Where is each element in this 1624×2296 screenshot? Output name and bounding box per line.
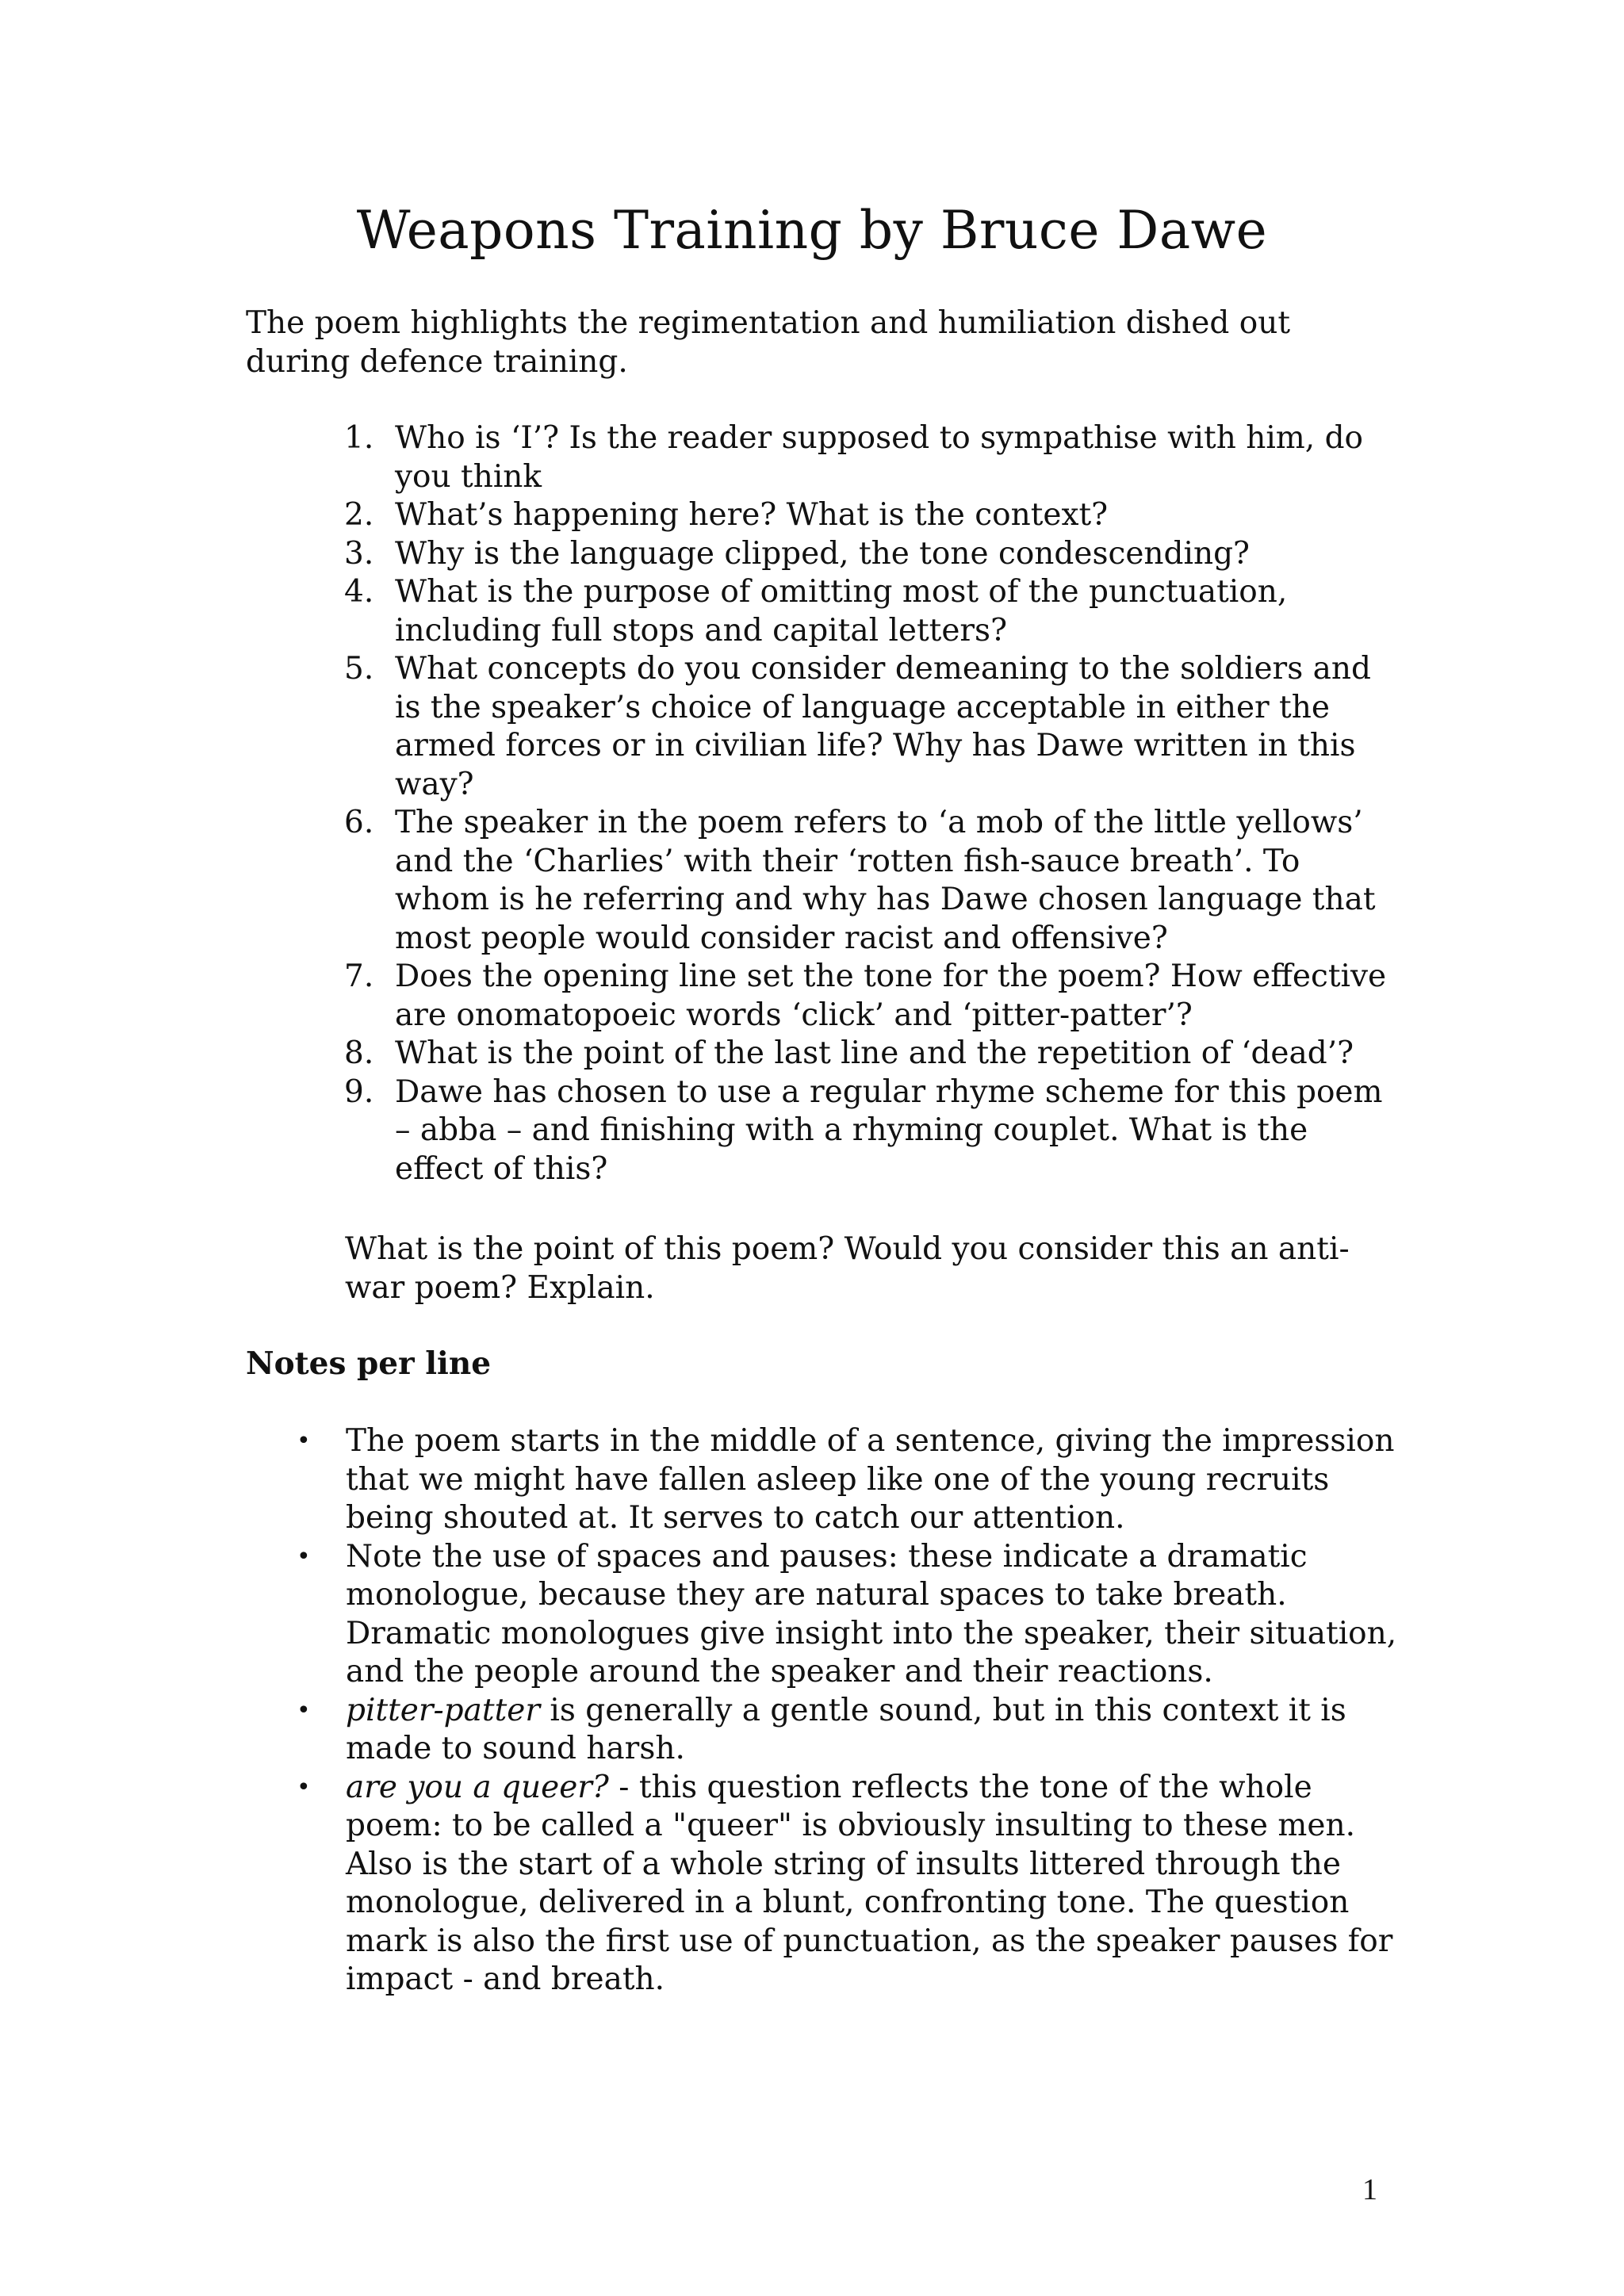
question-number: 8. <box>344 1035 374 1071</box>
question-text: Does the opening line set the tone for the poem? How effective are onomatopoeic words ‘click’ and ‘pitter-patter’? <box>395 959 1387 1033</box>
question-text: What’s happening here? What is the context? <box>395 497 1109 533</box>
question-item <box>341 1073 1396 1189</box>
question-text: Who is ‘I’? Is the reader supposed to sympathise with him, do you think <box>395 420 1364 495</box>
conclusion-question: What is the point of this poem? Would you consider this an anti-war poem? Explain. <box>345 1231 1350 1306</box>
document-title: Weapons Training by Bruce Dawe <box>356 200 1268 261</box>
notes-list <box>290 1422 1400 1999</box>
bullet-icon: • <box>297 1773 311 1801</box>
note-text: - this question reflects the tone of the whole poem: to be called a "queer" is obviously insulting to these men. Also is the start of a whole string of insults littered through the monologue, delivered in a blunt, confronting tone. The question mark is also the first use of punctuation, as the speaker pauses for impact - and breath. <box>346 1769 1393 1997</box>
note-item <box>290 1422 1400 1538</box>
notes-heading: Notes per line <box>246 1345 492 1382</box>
question-text: What concepts do you consider demeaning to the soldiers and is the speaker’s choice of language acceptable in either the armed forces or in civilian life? Why has Dawe written in this way? <box>395 651 1371 802</box>
question-number: 4. <box>344 574 374 610</box>
note-italic: pitter-patter <box>346 1692 540 1728</box>
note-text: Note the use of spaces and pauses: these indicate a dramatic monologue, because they are natural spaces to take breath. Dramatic monologues give insight into the speaker, their situation, and the people around the speaker and their reactions. <box>346 1538 1397 1689</box>
question-number: 9. <box>344 1073 374 1110</box>
question-item <box>341 1035 1396 1073</box>
question-number: 6. <box>344 805 374 840</box>
question-number: 1. <box>344 420 374 456</box>
question-text: Dawe has chosen to use a regular rhyme scheme for this poem – abba – and finishing with a rhyming couplet. What is the effect of this? <box>395 1073 1383 1187</box>
question-number: 5. <box>344 651 374 687</box>
note-italic: are you a queer? <box>346 1769 609 1805</box>
intro-paragraph: The poem highlights the regimentation and humiliation dished out during defence training. <box>246 305 1291 380</box>
question-item <box>341 496 1396 535</box>
question-text: What is the purpose of omitting most of the punctuation, including full stops and capital letters? <box>395 574 1288 649</box>
note-item <box>290 1692 1400 1769</box>
question-item <box>341 804 1396 958</box>
question-number: 7. <box>344 959 374 994</box>
bullet-icon: • <box>297 1427 311 1455</box>
question-text: The speaker in the poem refers to ‘a mob of the little yellows’ and the ‘Charlies’ with their ‘rotten fish-sauce breath’. To whom is he referring and why has Dawe chosen language that most people would consider racist and offensive? <box>395 805 1376 956</box>
question-text: Why is the language clipped, the tone condescending? <box>395 535 1250 572</box>
page-number: 1 <box>1362 2173 1377 2206</box>
note-item <box>290 1538 1400 1692</box>
question-item <box>341 650 1396 804</box>
question-item <box>341 535 1396 574</box>
question-number: 2. <box>344 497 374 533</box>
question-item <box>341 573 1396 650</box>
bullet-icon: • <box>297 1542 311 1571</box>
questions-list <box>341 419 1396 1188</box>
bullet-icon: • <box>297 1696 311 1724</box>
note-text: The poem starts in the middle of a sentence, giving the impression that we might have fallen asleep like one of the young recruits being shouted at. It serves to catch our attention. <box>346 1423 1395 1536</box>
question-number: 3. <box>344 535 374 572</box>
note-text: is generally a gentle sound, but in this context it is made to sound harsh. <box>346 1692 1346 1766</box>
question-text: What is the point of the last line and the repetition of ‘dead’? <box>395 1035 1354 1071</box>
note-item <box>290 1769 1400 1999</box>
question-item <box>341 419 1396 496</box>
question-item <box>341 958 1396 1035</box>
